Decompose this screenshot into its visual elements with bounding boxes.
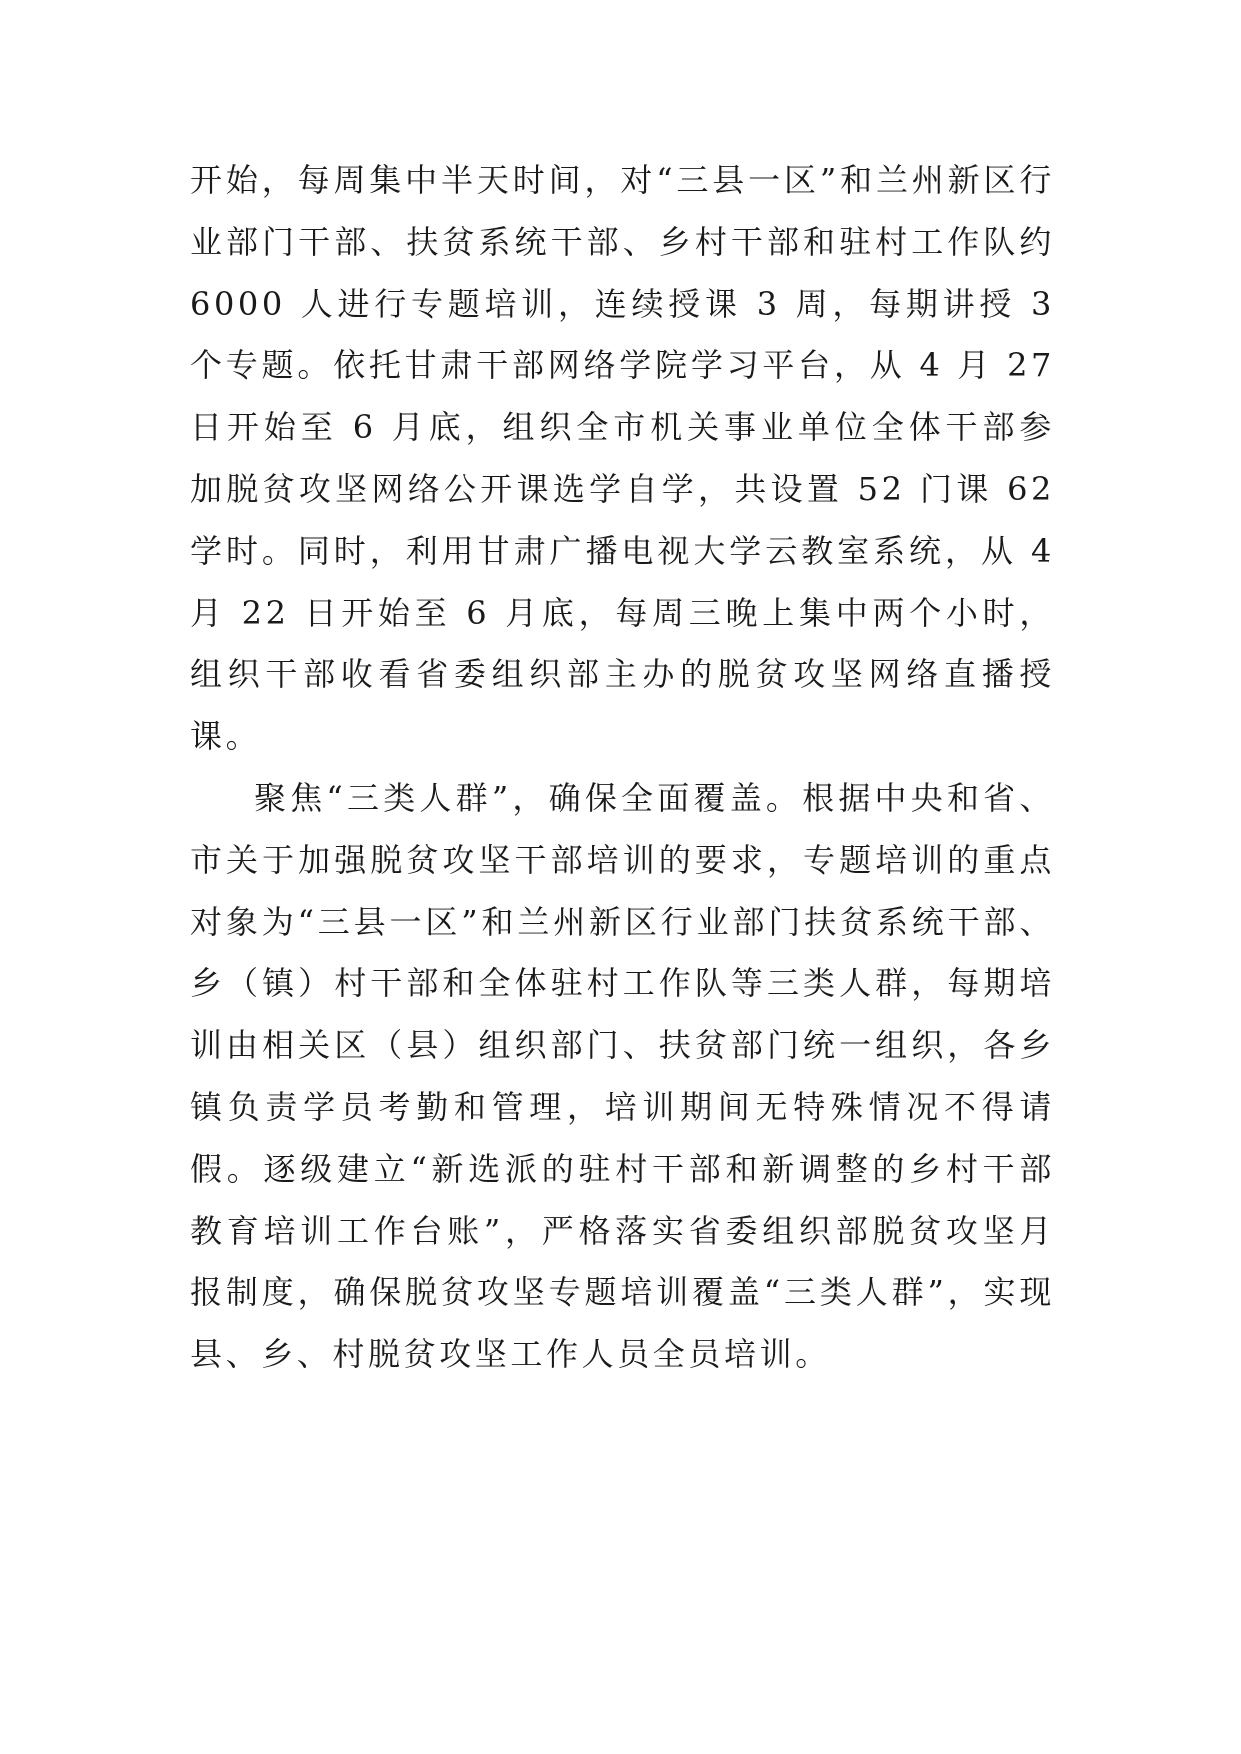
document-body — [190, 150, 1055, 1386]
paragraph-three-groups-coverage: 聚焦“三类人群”，确保全面覆盖。根据中央和省、市关于加强脱贫攻坚干部培训的要求，专题培训的重点对象为“三县一区”和兰州新区行业部门扶贫系统干部、乡（镇）村干部和全体驻村工作队等三类人群，每期培训由相关区（县）组织部门、扶贫部门统一组织，各乡镇负责学员考勤和管理，培训期间无特殊情况不得请假。逐级建立“新选派的驻村干部和新调整的乡村干部教育培训工作台账”，严格落实省委组织部脱贫攻坚月报制度，确保脱贫攻坚专题培训覆盖“三类人群”，实现县、乡、村脱贫攻坚工作人员全员培训。 — [190, 778, 1055, 1374]
paragraph-training-schedule: 开始，每周集中半天时间，对“三县一区”和兰州新区行业部门干部、扶贫系统干部、乡村干部和驻村工作队约 6000 人进行专题培训，连续授课 3 周，每期讲授 3 个专题。依托甘肃干部网络学院学习平台，从 4 月 27 日开始至 6 月底，组织全市机关事业单位全体干部参加脱贫攻坚网络公开课选学自学，共设置 52 门课 62 学时。同时，利用甘肃广播电视大学云教室系统，从 4 月 22 日开始至 6 月底，每周三晚上集中两个小时，组织干部收看省委组织部主办的脱贫攻坚网络直播授课。 — [190, 161, 1055, 756]
